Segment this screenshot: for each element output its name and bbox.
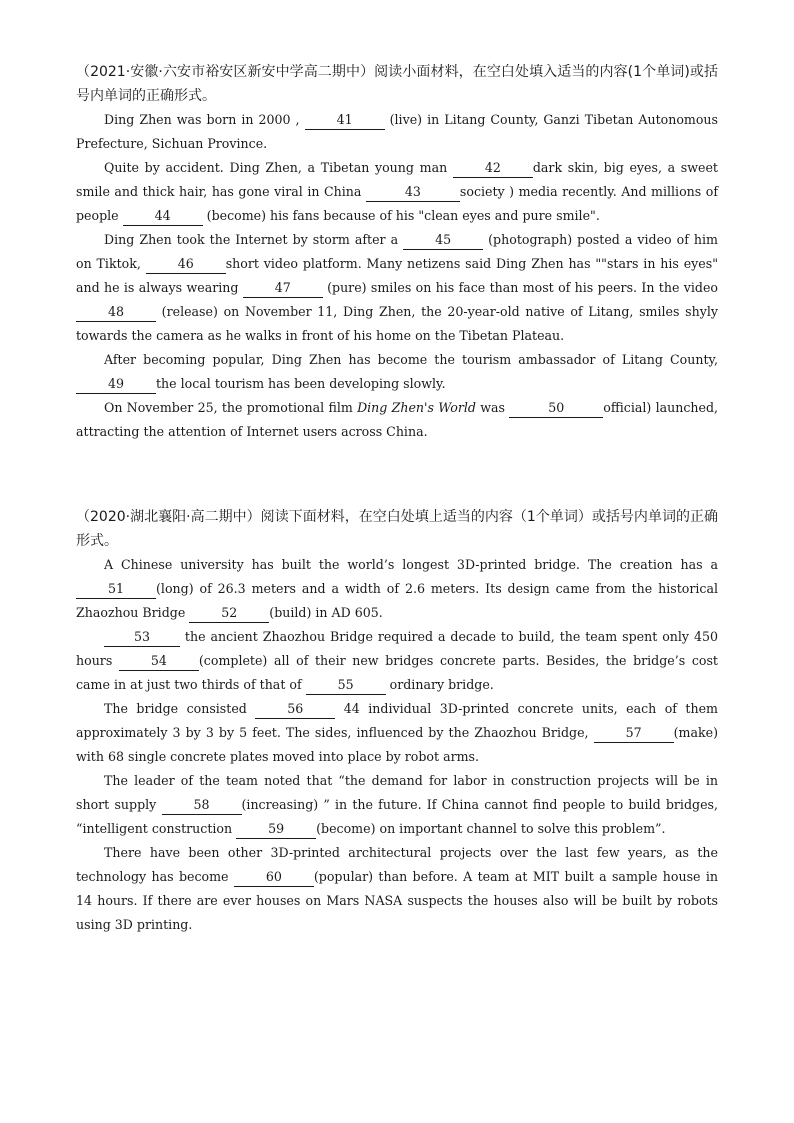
text: After becoming popular, Ding Zhen has become the tourism ambassador of Litang County, — [104, 352, 718, 367]
text: The leader of the team noted that “the demand for labor in construction projects will be in short supply — [76, 773, 718, 812]
passage-2-paragraph-5 — [76, 841, 718, 937]
text: There have been other 3D-printed architectural projects over the last few years, as the technology has become — [76, 845, 718, 884]
text: Quite by accident. Ding Zhen, a Tibetan young man — [104, 160, 453, 175]
text: (complete) all of their new bridges concrete parts. Besides, the bridge’s cost came in at just two thirds of that of — [76, 653, 718, 692]
worksheet-page — [76, 60, 718, 937]
passage-1-heading: （2021·安徽·六安市裕安区新安中学高二期中）阅读小面材料，在空白处填入适当的内容(1个单词)或括号内单词的正确形式。 — [76, 64, 718, 104]
blank-57[interactable]: 57 — [594, 724, 674, 743]
blank-46[interactable]: 46 — [146, 255, 226, 274]
blank-56[interactable]: 56 — [255, 700, 335, 719]
text: The bridge consisted — [104, 701, 256, 716]
blank-59[interactable]: 59 — [236, 820, 316, 839]
blank-52[interactable]: 52 — [189, 604, 269, 623]
text: (build) in AD 605. — [269, 605, 383, 620]
text: the ancient Zhaozhou Bridge required a decade to build, the team spent only 450 hours — [76, 629, 718, 668]
text: the local tourism has been developing slowly. — [156, 376, 446, 391]
blank-60[interactable]: 60 — [234, 868, 314, 887]
blank-42[interactable]: 42 — [453, 159, 533, 178]
text: (long) of 26.3 meters and a width of 2.6 meters. Its design came from the historical Zhaozhou Bridge — [76, 581, 718, 620]
blank-53[interactable]: 53 — [104, 628, 180, 647]
text: society ) media recently. And millions of people — [76, 184, 718, 223]
blank-51[interactable]: 51 — [76, 580, 156, 599]
text: official) launched, attracting the attention of Internet users across China. — [76, 400, 719, 439]
text: dark skin, big eyes, a sweet smile and thick hair, has gone viral in China — [76, 160, 718, 199]
blank-47[interactable]: 47 — [243, 279, 323, 298]
text: ordinary bridge. — [385, 677, 494, 692]
passage-2-paragraph-3 — [76, 697, 718, 769]
passage-2-paragraph-2 — [76, 625, 718, 697]
text: (become) his fans because of his "clean eyes and pure smile". — [202, 208, 600, 223]
blank-55[interactable]: 55 — [306, 676, 386, 695]
blank-48[interactable]: 48 — [76, 303, 156, 322]
passage-1 — [76, 60, 718, 444]
film-title: Ding Zhen's World — [357, 400, 476, 415]
blank-43[interactable]: 43 — [366, 183, 460, 202]
blank-58[interactable]: 58 — [162, 796, 242, 815]
text: 44 individual 3D-printed concrete units, each of them approximately 3 by 3 by 5 feet. The sides, influenced by the Zhaozhou Bridge, — [76, 701, 718, 740]
text: On November 25, the promotional film — [104, 400, 358, 415]
blank-49[interactable]: 49 — [76, 375, 156, 394]
passage-2-paragraph-1 — [76, 553, 718, 625]
passage-1-paragraph-4 — [76, 348, 718, 396]
blank-45[interactable]: 45 — [403, 231, 483, 250]
text: (live) in Litang County, Ganzi Tibetan Autonomous Prefecture, Sichuan Province. — [76, 112, 719, 151]
passage-1-paragraph-1 — [76, 108, 718, 156]
text: (make) with 68 single concrete plates moved into place by robot arms. — [76, 725, 718, 764]
passage-1-paragraph-5 — [76, 396, 718, 444]
text: short video platform. Many netizens said Ding Zhen has ""stars in his eyes" and he is always wearing — [76, 256, 718, 295]
text: (release) on November 11, Ding Zhen, the 20-year-old native of Litang, smiles shyly towards the camera as he walks in front of his home on the Tibetan Plateau. — [76, 304, 718, 343]
passage-2 — [76, 505, 718, 937]
passage-2-heading: （2020·湖北襄阳·高二期中）阅读下面材料，在空白处填上适当的内容（1个单词）或括号内单词的正确形式。 — [76, 509, 718, 549]
text: A Chinese university has built the world’s longest 3D-printed bridge. The creation has a — [104, 557, 718, 572]
text: (become) on important channel to solve this problem”. — [316, 821, 666, 836]
passage-2-paragraph-4 — [76, 769, 718, 841]
blank-50[interactable]: 50 — [509, 399, 603, 418]
text: (popular) than before. A team at MIT built a sample house in 14 hours. If there are ever houses on Mars NASA suspects the houses also will be built by robots using 3D printing. — [76, 869, 718, 932]
text: was — [475, 400, 510, 415]
blank-44[interactable]: 44 — [123, 207, 203, 226]
passage-1-paragraph-2 — [76, 156, 718, 228]
blank-54[interactable]: 54 — [119, 652, 199, 671]
text: (increasing) ” in the future. If China cannot find people to build bridges, “intelligent construction — [76, 797, 719, 836]
text: (photograph) posted a video of him on Tiktok, — [76, 232, 719, 271]
text: (pure) smiles on his face than most of his peers. In the video — [322, 280, 718, 295]
passage-1-paragraph-3 — [76, 228, 718, 348]
blank-41[interactable]: 41 — [305, 111, 385, 130]
text: Ding Zhen was born in 2000 , — [104, 112, 305, 127]
text: Ding Zhen took the Internet by storm after a — [104, 232, 404, 247]
